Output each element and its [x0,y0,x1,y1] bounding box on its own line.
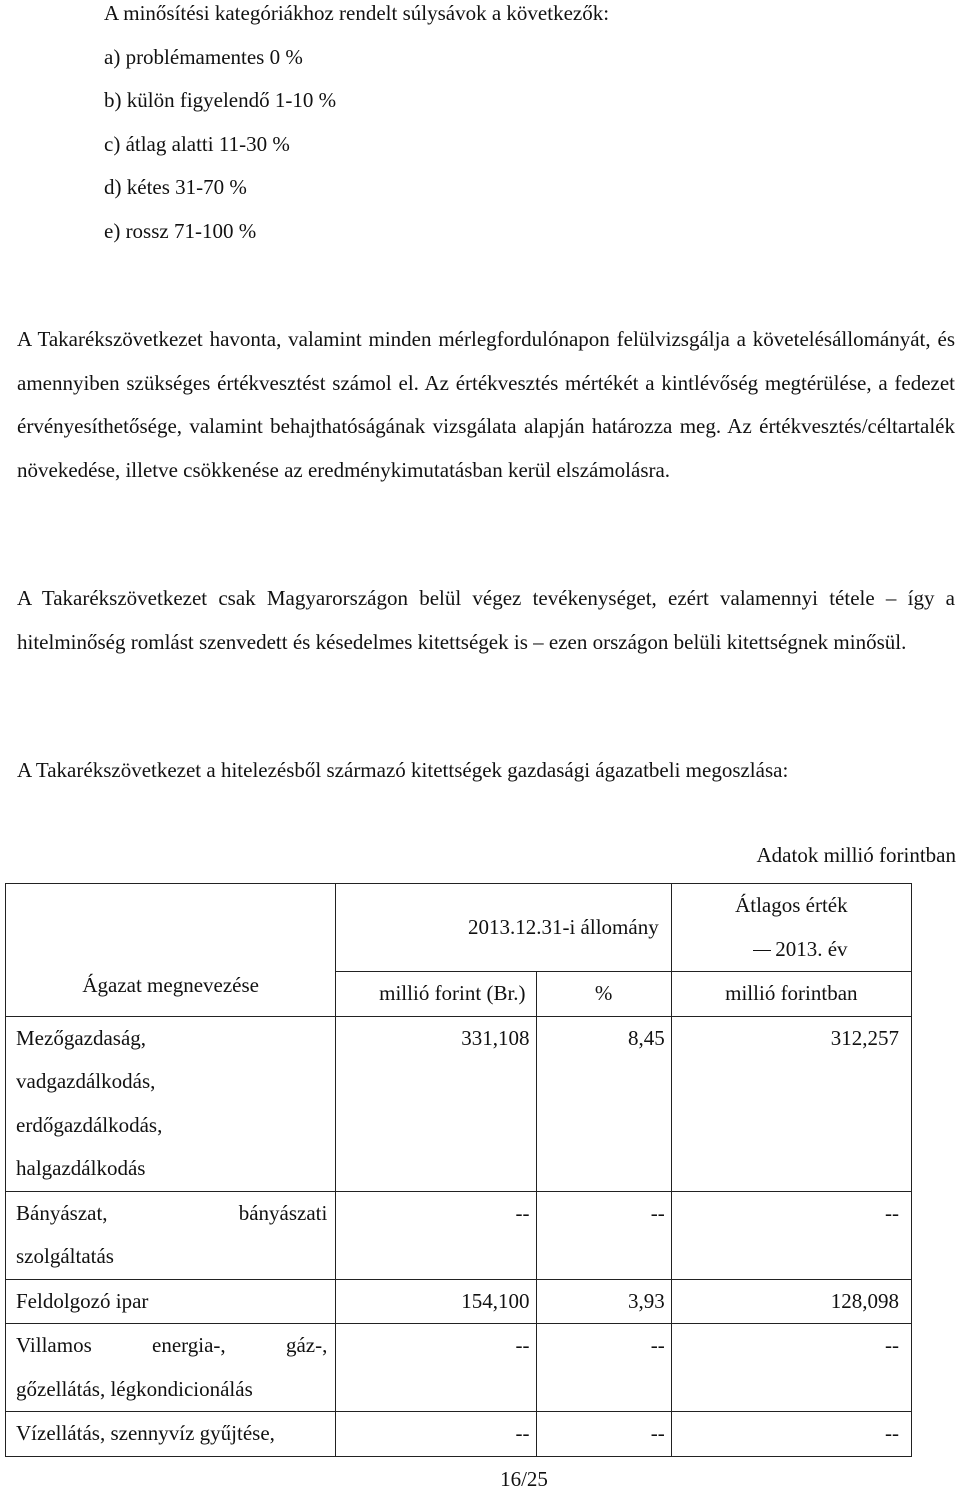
paragraph-sector-intro: A Takarékszövetkezet a hitelezésből származó kitettségek gazdasági ágazatbeli megoszlása: [17,758,789,782]
sector-exposure-table [5,883,912,1457]
sector-name-line: Mezőgazdaság, [16,1025,147,1050]
sector-name-line: Feldolgozó ipar [16,1288,149,1313]
sector-name-line: erdőgazdálkodás, [16,1112,163,1137]
sector-name-line: vadgazdálkodás, [16,1069,156,1093]
sector-name [6,1016,336,1191]
unit-average: millió forintban [671,972,911,1017]
sector-name [6,1279,336,1324]
list-item: c) átlag alatti 11-30 % [104,131,290,156]
header-stock: 2013.12.31-i állomány [336,884,671,972]
percent-value: 8,45 [536,1016,671,1191]
stock-value: -- [336,1191,536,1279]
stock-value: 331,108 [336,1016,536,1191]
header-sector-name: Ágazat megnevezése [6,884,336,1017]
header-average-line2 [672,928,911,972]
sector-name [6,1324,336,1412]
list-item: b) külön figyelendő 1-10 % [104,88,337,112]
paragraph-impairment: A Takarékszövetkezet havonta, valamint minden mérlegfordulónapon felülvizsgálja a követelésállományát, és amennyiben szükséges értékvesztést számol el. Az értékvesztés mértékét a kintlévőség megtérülése, a fedezet érvényesíthetősége, valamint behajthatóságának vizsgálata alapján határozza meg. Az értékvesztés/céltartalék növekedése, illetve csökkenése az eredménykimutatásban kerül elszámolásra. [17,327,955,482]
dash-mark [753,950,771,951]
sector-name-line: gőzellátás, légkondicionálás [16,1376,253,1401]
average-value: 312,257 [671,1016,911,1191]
unit-stock: millió forint (Br.) [336,972,536,1017]
sector-name [6,1191,336,1279]
list-item: e) rossz 71-100 % [104,218,257,243]
average-value: -- [671,1412,911,1457]
percent-value: 3,93 [536,1279,671,1324]
header-average-line1: Átlagos érték [735,893,848,917]
average-value: -- [671,1324,911,1412]
sector-name [6,1412,336,1457]
weight-band-list [104,0,609,253]
sector-name-line: Villamos energia-, gáz-, [16,1333,328,1357]
sector-name-line: Bányászat, bányászati [16,1200,328,1225]
unit-percent: % [536,972,671,1017]
page-number: 16/25 [500,1467,548,1491]
paragraph-domestic-exposure: A Takarékszövetkezet csak Magyarországon belül végez tevékenységet, ezért valamennyi tétele – így a hitelminőség romlást szenvedett és késedelmes kitettségek is – ezen országon belüli kitettségnek minősül. [17,586,955,654]
sector-name-line: Vízellátás, szennyvíz gyűjtése, [16,1421,275,1445]
table-row [6,1016,912,1191]
sector-name-line: szolgáltatás [16,1244,114,1268]
header-average-year: 2013. év [775,936,848,961]
average-value: -- [671,1191,911,1279]
percent-value: -- [536,1324,671,1412]
percent-value: -- [536,1412,671,1457]
table-row [6,1279,912,1324]
sector-name-line: halgazdálkodás [16,1156,146,1180]
list-item: d) kétes 31-70 % [104,175,247,199]
list-heading: A minősítési kategóriákhoz rendelt súlysávok a következők: [104,1,610,25]
table-header-row [6,884,912,972]
unit-note: Adatok millió forintban [756,843,956,867]
table-row [6,1324,912,1412]
list-item: a) problémamentes 0 % [104,44,303,69]
table-row [6,1191,912,1279]
percent-value: -- [536,1191,671,1279]
stock-value: -- [336,1324,536,1412]
average-value: 128,098 [671,1279,911,1324]
stock-value: 154,100 [336,1279,536,1324]
table-row [6,1412,912,1457]
header-average [671,884,911,972]
stock-value: -- [336,1412,536,1457]
